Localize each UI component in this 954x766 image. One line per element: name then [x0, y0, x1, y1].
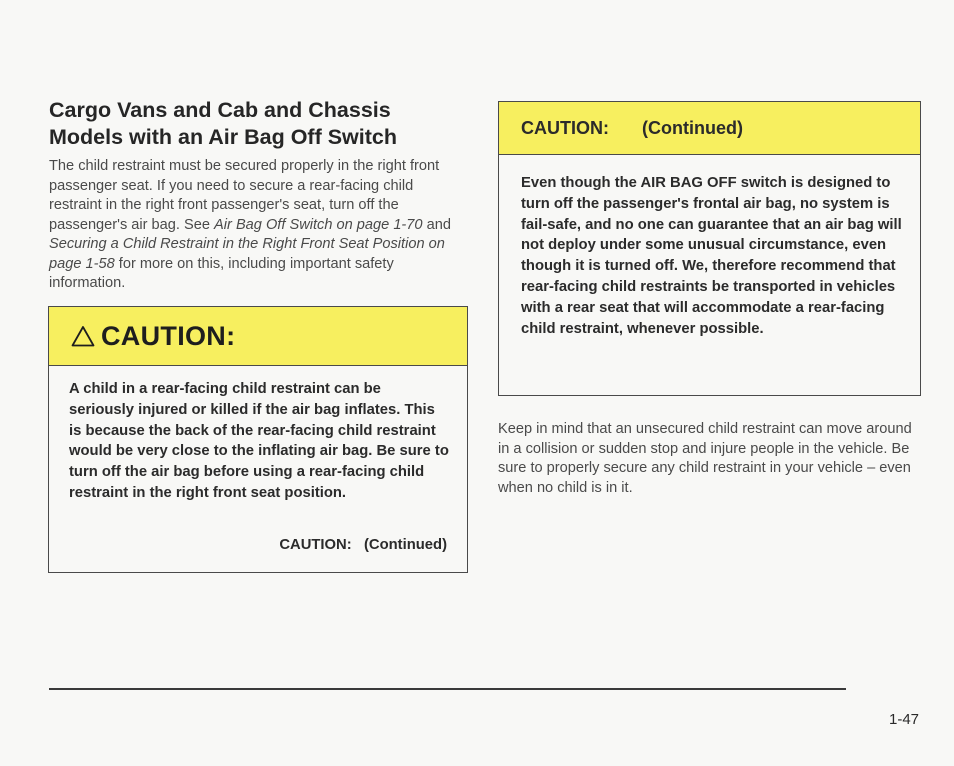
caution-continued-body: Even though the AIR BAG OFF switch is designed to turn off the passenger's frontal air bag, no system is fail-safe, and no one can guarantee that an air bag will not deploy under some unusual circumstance, even though it is turned off. We, therefore recommend that rear-facing child restraints be transported in vehicles with a rear seat that will accommodate a rear-facing child restraint, whenever possible. — [521, 175, 902, 337]
caution-body: A child in a rear-facing child restraint can be seriously injured or killed if the air bag inflates. This is because the back of the rear-facing child restraint would be very close to the inflating air bag. Be sure to turn off the air bag before using a rear-facing child restraint in the right front seat position. — [69, 381, 449, 501]
warning-triangle-icon — [71, 325, 95, 347]
intro-text-3: for more on this, including important safety information. — [49, 255, 394, 291]
caution-continued-box — [498, 101, 921, 396]
caution-title: CAUTION: — [101, 320, 236, 351]
caution-box — [48, 306, 468, 573]
footer-rule — [49, 688, 846, 690]
intro-paragraph — [49, 157, 467, 294]
reference-air-bag-off-switch: Air Bag Off Switch on page 1-70 — [214, 216, 423, 233]
heading-line-2: Models with an Air Bag Off Switch — [49, 125, 397, 149]
intro-text-1: The child restraint must be secured properly in the right front passenger seat. If you need to secure a rear-facing child restraint in the right front passenger's seat, turn off the passenger's air bag. See — [49, 158, 440, 233]
intro-text-2: and — [422, 216, 451, 233]
left-column — [49, 97, 467, 294]
page-number: 1-47 — [889, 711, 920, 728]
caution-continued-label: CAUTION: (Continued) — [279, 537, 447, 553]
caution-header — [49, 307, 467, 366]
reference-securing-child-restraint: Securing a Child Restraint in the Right Front Seat Position on page 1-58 — [49, 236, 445, 272]
caution-continued-header — [499, 102, 920, 155]
section-heading — [49, 97, 467, 151]
heading-line-1: Cargo Vans and Cab and Chassis — [49, 98, 391, 122]
secure-restraint-paragraph: Keep in mind that an unsecured child restraint can move around in a collision or sudden stop and injure people in the vehicle. Be sure to properly secure any child restraint in your vehicle – even when no child is in it. — [498, 421, 912, 496]
caution-continued-title: CAUTION: (Continued) — [521, 117, 743, 138]
